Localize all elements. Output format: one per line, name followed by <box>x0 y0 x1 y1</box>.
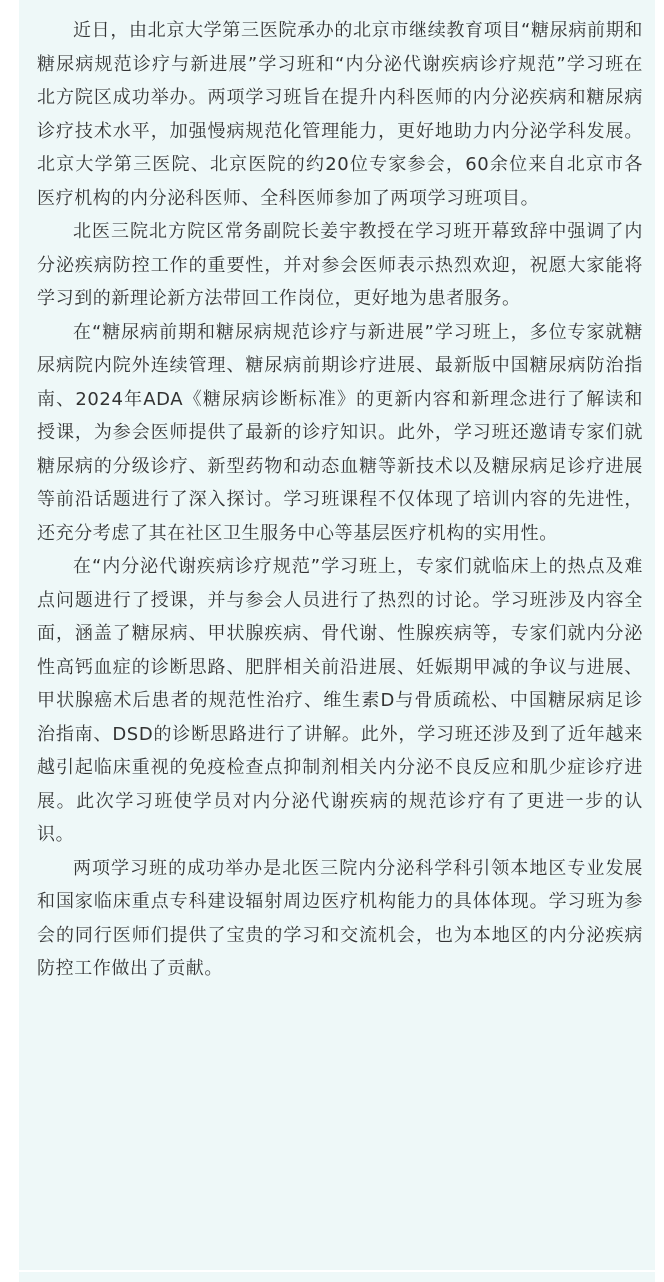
article-panel <box>19 0 655 1270</box>
article-paragraph-diabetes-course: 在“糖尿病前期和糖尿病规范诊疗与新进展”学习班上，多位专家就糖尿病院内院外连续管理、糖尿病前期诊疗进展、最新版中国糖尿病防治指南、2024年ADA《糖尿病诊断标准》的更新内容和新理念进行了解读和授课，为参会医师提供了最新的诊疗知识。此外，学习班还邀请专家们就糖尿病的分级诊疗、新型药物和动态血糖等新技术以及糖尿病足诊疗进展等前沿话题进行了深入探讨。学习班课程不仅体现了培训内容的先进性，还充分考虑了其在社区卫生服务中心等基层医疗机构的实用性。 <box>37 321 643 544</box>
article-paragraph-conclusion: 两项学习班的成功举办是北医三院内分泌科学科引领本地区专业发展和国家临床重点专科建设辐射周边医疗机构能力的具体体现。学习班为参会的同行医师们提供了宝贵的学习和交流机会，也为本地区的内分泌疾病防控工作做出了贡献。 <box>37 857 643 979</box>
next-panel-edge <box>19 1272 655 1282</box>
article-paragraph-endocrine-course: 在“内分泌代谢疾病诊疗规范”学习班上，专家们就临床上的热点及难点问题进行了授课，并与参会人员进行了热烈的讨论。学习班涉及内容全面，涵盖了糖尿病、甲状腺疾病、骨代谢、性腺疾病等，专家们就内分泌性高钙血症的诊断思路、肥胖相关前沿进展、妊娠期甲减的争议与进展、甲状腺癌术后患者的规范性治疗、维生素D与骨质疏松、中国糖尿病足诊治指南、DSD的诊断思路进行了讲解。此外，学习班还涉及到了近年越来越引起临床重视的免疫检查点抑制剂相关内分泌不良反应和肌少症诊疗进展。此次学习班使学员对内分泌代谢疾病的规范诊疗有了更进一步的认识。 <box>37 556 643 845</box>
article-paragraph-opening-speech: 北医三院北方院区常务副院长姜宇教授在学习班开幕致辞中强调了内分泌疾病防控工作的重要性，并对参会医师表示热烈欢迎，祝愿大家能将学习到的新理论新方法带回工作岗位，更好地为患者服务。 <box>37 221 643 309</box>
article-paragraph-intro: 近日，由北京大学第三医院承办的北京市继续教育项目“糖尿病前期和糖尿病规范诊疗与新进展”学习班和“内分泌代谢疾病诊疗规范”学习班在北方院区成功举办。两项学习班旨在提升内科医师的内分泌疾病和糖尿病诊疗技术水平，加强慢病规范化管理能力，更好地助力内分泌学科发展。北京大学第三医院、北京医院的约20位专家参会，60余位来自北京市各医疗机构的内分泌科医师、全科医师参加了两项学习班项目。 <box>37 20 643 209</box>
